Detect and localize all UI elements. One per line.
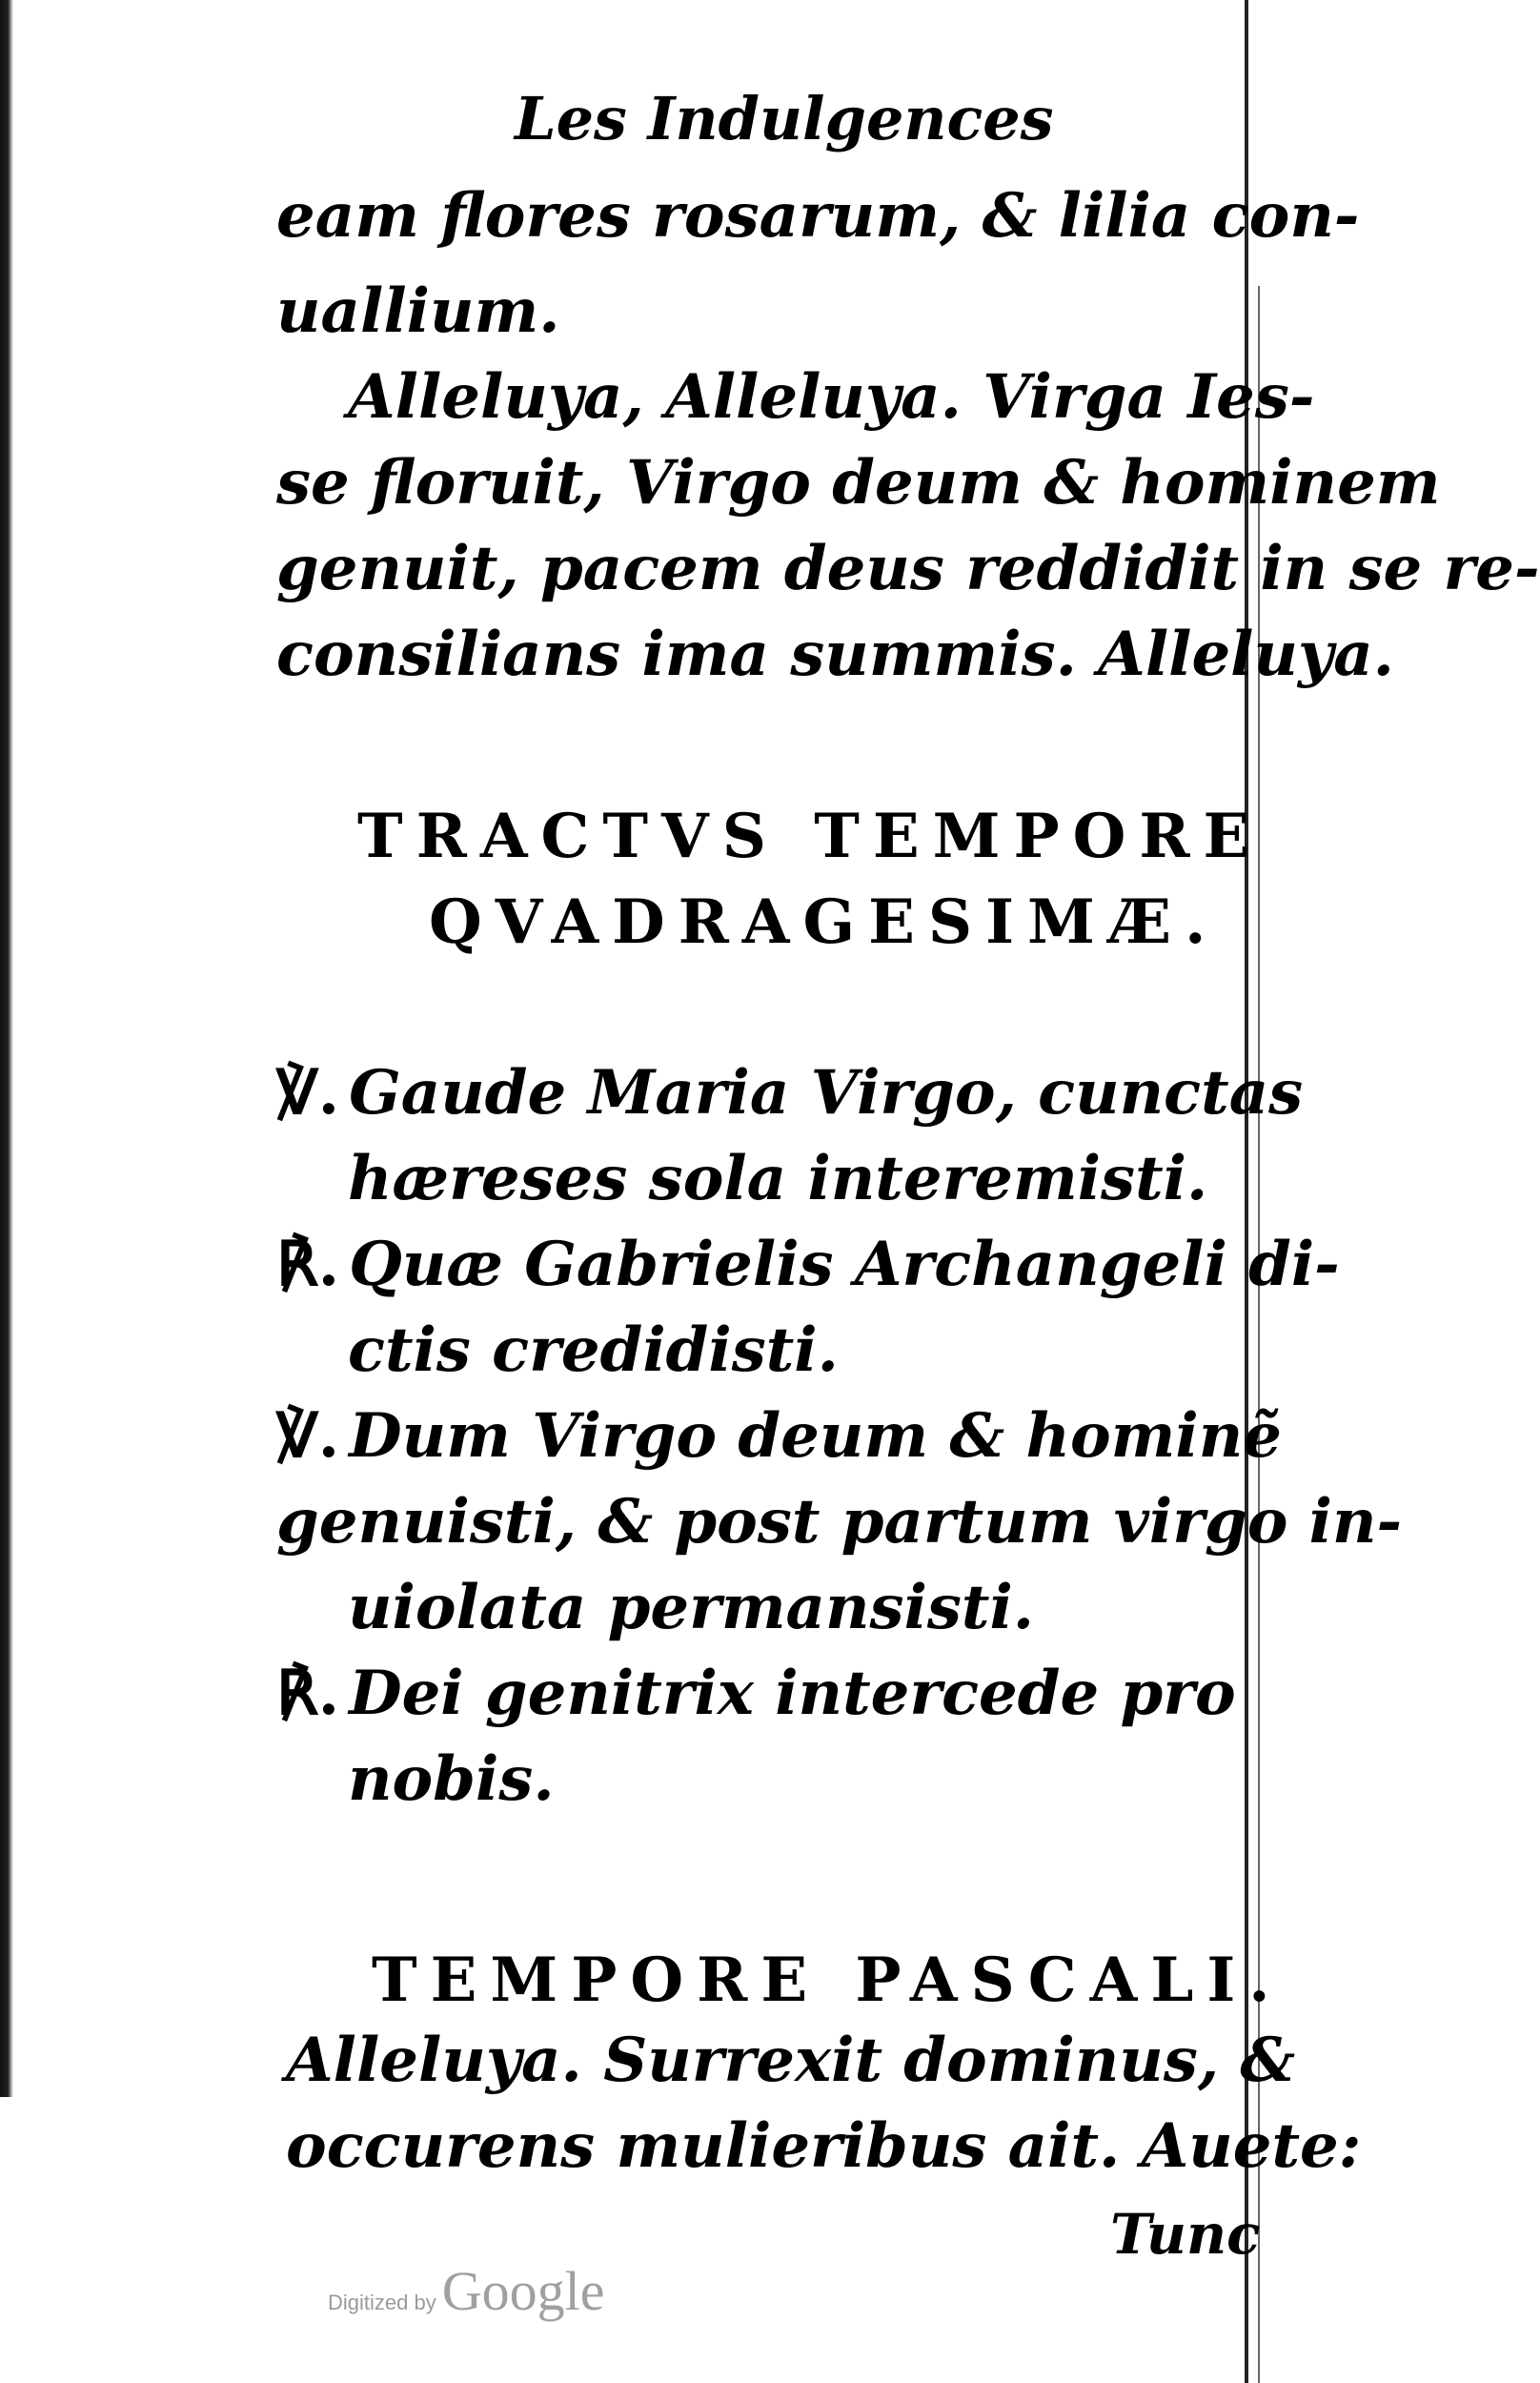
text-line: consilians ima summis. Alleluya. [276, 619, 1394, 690]
verse-text: hæreses sola interemisti. [348, 1143, 1208, 1214]
catchword: Tunc [1110, 2202, 1261, 2267]
binding-edge [0, 0, 13, 2097]
verse-line [348, 1143, 1208, 1214]
text-line: eam flores rosarum, & lilia con- [276, 180, 1360, 252]
text-line: Alleluya, Alleluya. Virga Ies- [348, 361, 1315, 433]
verse-text: genuisti, & post partum virgo in- [276, 1486, 1403, 1558]
digitized-by-watermark [328, 2259, 604, 2323]
verse-text: ctis credidisti. [348, 1314, 839, 1386]
versicle-symbol: ℣. [276, 1400, 340, 1472]
verse-line [276, 1486, 1403, 1558]
verse-line [276, 1658, 1236, 1729]
heading-tractus-line2: QVADRAGESIMÆ. [429, 886, 1220, 958]
running-head: Les Indulgences [515, 84, 1054, 153]
google-logo: Google [441, 2260, 605, 2322]
verse-text: Dum Virgo deum & hominẽ [349, 1400, 1282, 1472]
verse-line [276, 1400, 1282, 1472]
verse-line [276, 1229, 1340, 1300]
verse-line [348, 1314, 839, 1386]
digitized-label: Digitized by [328, 2291, 436, 2314]
heading-tempore-pascali: TEMPORE PASCALI. [372, 1945, 1284, 2016]
response-symbol: ℟. [276, 1229, 340, 1300]
verse-text: Dei genitrix intercede pro [349, 1658, 1236, 1729]
verse-text: uiolata permansisti. [348, 1572, 1035, 1643]
verse-line [348, 1572, 1035, 1643]
text-line: genuit, pacem deus reddidit in se re- [276, 533, 1540, 604]
response-symbol: ℟. [276, 1658, 340, 1729]
text-line: Alleluya. Surrexit dominus, & [286, 2025, 1296, 2096]
versicle-symbol: ℣. [276, 1057, 340, 1129]
text-line: occurens mulieribus ait. Auete: [286, 2110, 1362, 2182]
verse-text: nobis. [348, 1743, 555, 1815]
verse-text: Quæ Gabrielis Archangeli di- [349, 1229, 1340, 1300]
verse-text: Gaude Maria Virgo, cunctas [349, 1057, 1304, 1129]
text-line: uallium. [276, 275, 560, 347]
verse-line [276, 1057, 1304, 1129]
verse-line [348, 1743, 555, 1815]
text-line: se floruit, Virgo deum & hominem [276, 447, 1441, 519]
heading-tractus-line1: TRACTVS TEMPORE [357, 801, 1264, 872]
